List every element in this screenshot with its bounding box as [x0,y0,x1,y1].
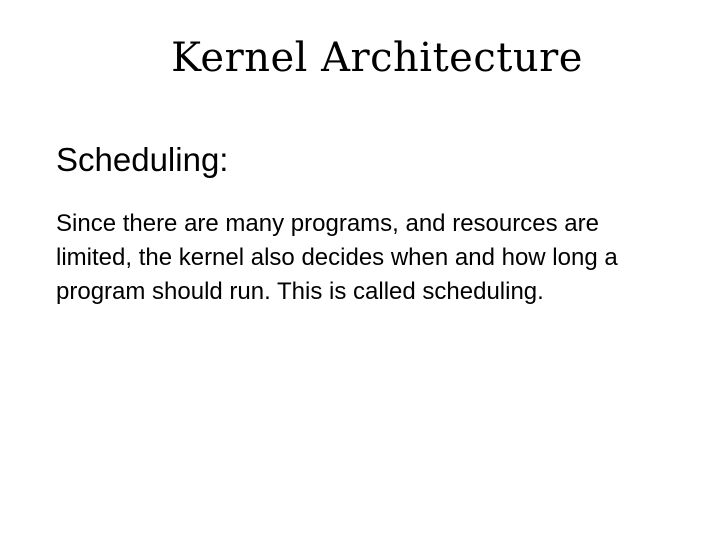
slide-title: Kernel Architecture [171,35,583,81]
section-heading: Scheduling: [56,141,229,178]
body-paragraph: Since there are many programs, and resources are limited, the kernel also decides when and how long a program should run. This is called scheduling. [56,210,618,305]
